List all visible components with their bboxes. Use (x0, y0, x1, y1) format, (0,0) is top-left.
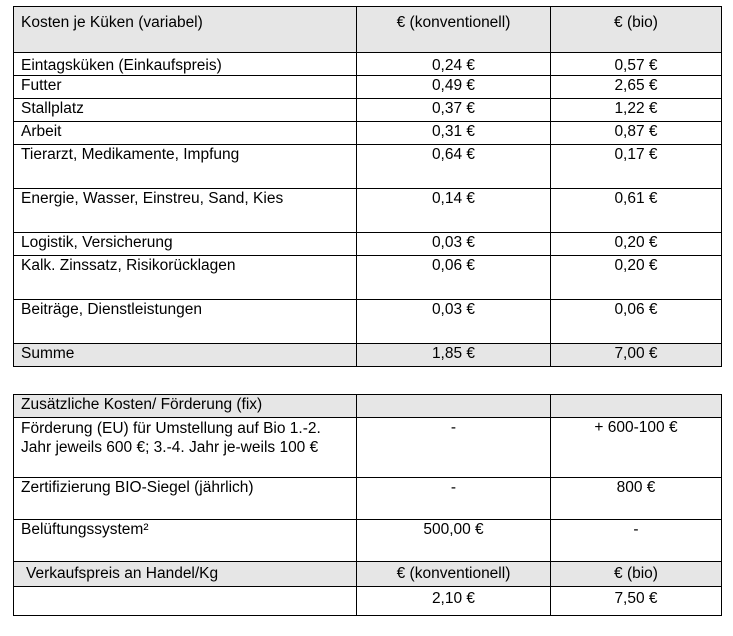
table-row (14, 122, 722, 145)
row-conventional: 0,24 € (357, 53, 551, 76)
row-bio: 0,17 € (551, 145, 722, 189)
price-header-label: Verkaufspreis an Handel/Kg (14, 562, 357, 587)
row-conventional: 0,31 € (357, 122, 551, 145)
row-bio: 0,20 € (551, 233, 722, 256)
row-label: Stallplatz (14, 99, 357, 122)
header-label: Zusätzliche Kosten/ Förderung (fix) (14, 395, 357, 418)
sum-row (14, 344, 722, 367)
row-label: Beiträge, Dienstleistungen (14, 300, 357, 344)
sum-label: Summe (14, 344, 357, 367)
price-label (14, 587, 357, 616)
table-row (14, 189, 722, 233)
price-header-conventional: € (konventionell) (357, 562, 551, 587)
row-label: Logistik, Versicherung (14, 233, 357, 256)
table-row (14, 520, 722, 562)
sum-conventional: 1,85 € (357, 344, 551, 367)
row-label: Belüftungssystem² (14, 520, 357, 562)
table-row (14, 418, 722, 478)
row-bio: 1,22 € (551, 99, 722, 122)
table-row (14, 300, 722, 344)
row-bio: 0,06 € (551, 300, 722, 344)
table-row (14, 145, 722, 189)
row-conventional: - (357, 478, 551, 520)
header-conventional-empty (357, 395, 551, 418)
row-bio: 0,57 € (551, 53, 722, 76)
cost-table-fixed (13, 394, 722, 616)
row-conventional: 0,14 € (357, 189, 551, 233)
row-conventional: 0,03 € (357, 233, 551, 256)
row-label: Tierarzt, Medikamente, Impfung (14, 145, 357, 189)
price-header-bio: € (bio) (551, 562, 722, 587)
row-label: Energie, Wasser, Einstreu, Sand, Kies (14, 189, 357, 233)
row-bio: 2,65 € (551, 76, 722, 99)
table-row (14, 53, 722, 76)
price-header-row (14, 562, 722, 587)
row-conventional: 0,49 € (357, 76, 551, 99)
row-label: Eintagsküken (Einkaufspreis) (14, 53, 357, 76)
header-conventional: € (konventionell) (357, 7, 551, 53)
price-row (14, 587, 722, 616)
row-conventional: 0,64 € (357, 145, 551, 189)
sum-bio: 7,00 € (551, 344, 722, 367)
row-label: Kalk. Zinssatz, Risikorücklagen (14, 256, 357, 300)
row-bio: 800 € (551, 478, 722, 520)
row-bio: 0,87 € (551, 122, 722, 145)
table-row (14, 99, 722, 122)
table-row (14, 233, 722, 256)
row-conventional: 0,37 € (357, 99, 551, 122)
row-bio: - (551, 520, 722, 562)
table-header-row (14, 395, 722, 418)
row-label: Förderung (EU) für Umstellung auf Bio 1.-2. Jahr jeweils 600 €; 3.-4. Jahr je-weils 100 € (14, 418, 357, 478)
table-row (14, 256, 722, 300)
row-label: Arbeit (14, 122, 357, 145)
table-header-row (14, 7, 722, 53)
row-label: Zertifizierung BIO-Siegel (jährlich) (14, 478, 357, 520)
price-conventional: 2,10 € (357, 587, 551, 616)
row-conventional: 0,06 € (357, 256, 551, 300)
row-conventional: 0,03 € (357, 300, 551, 344)
table-row (14, 478, 722, 520)
row-bio: 0,61 € (551, 189, 722, 233)
row-label: Futter (14, 76, 357, 99)
table-row (14, 76, 722, 99)
row-conventional: - (357, 418, 551, 478)
price-bio: 7,50 € (551, 587, 722, 616)
header-bio-empty (551, 395, 722, 418)
cost-table-variable (13, 6, 722, 367)
row-bio: 0,20 € (551, 256, 722, 300)
row-conventional: 500,00 € (357, 520, 551, 562)
header-bio: € (bio) (551, 7, 722, 53)
header-label: Kosten je Küken (variabel) (14, 7, 357, 53)
row-bio: + 600-100 € (551, 418, 722, 478)
